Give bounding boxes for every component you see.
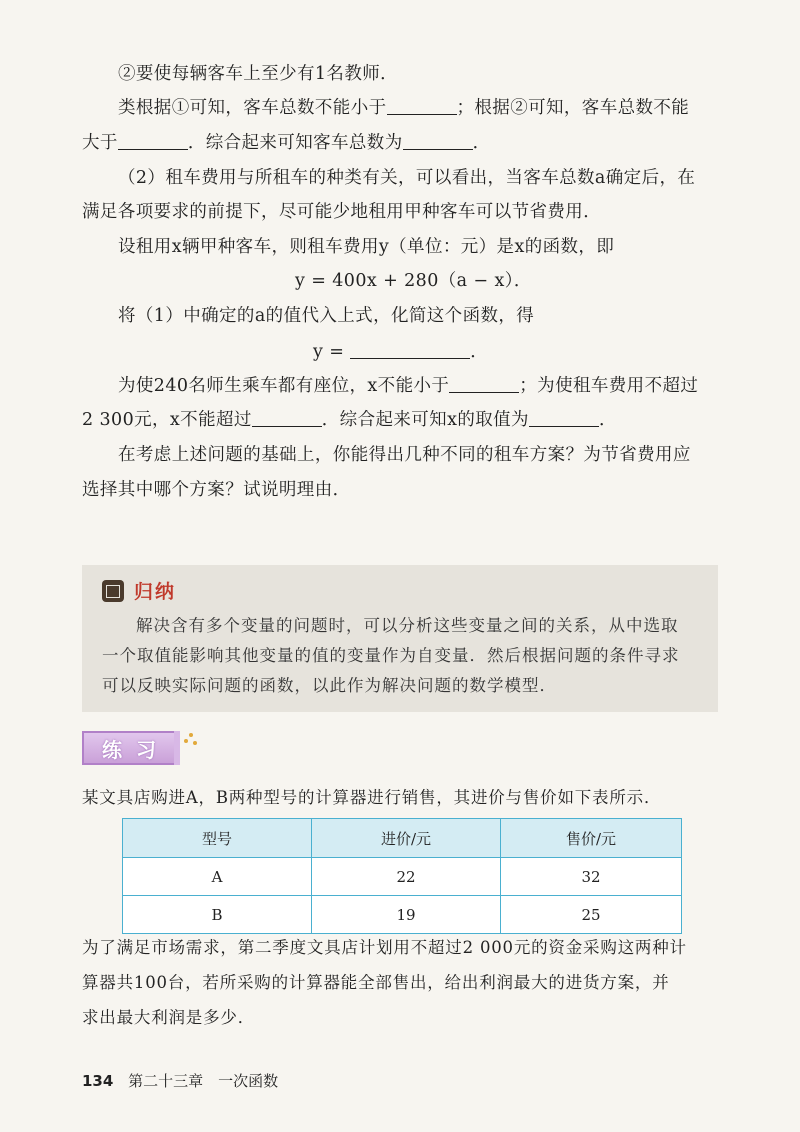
- summary-box: [82, 565, 718, 712]
- text-line-6: 设租用x辆甲种客车，则租车费用y（单位：元）是x的函数，即: [118, 237, 615, 257]
- answer-blank-x-range[interactable]: [529, 409, 599, 427]
- table-row: [123, 896, 682, 934]
- book-icon: [102, 580, 124, 602]
- page-footer: [82, 1070, 278, 1091]
- summary-line: 解决含有多个变量的问题时，可以分析这些变量之间的关系，从中选取: [136, 616, 679, 635]
- text-line-10: 为使240名师生乘车都有座位，x不能小于 ；为使租车费用不超过: [118, 376, 699, 396]
- exercise-question-line-1: 为了满足市场需求，第二季度文具店计划用不超过2 000元的资金采购这两种计: [82, 938, 687, 957]
- condition-2-text: ②要使每辆客车上至少有1名教师．: [118, 64, 399, 84]
- text-line-4: （2）租车费用与所租车的种类有关，可以看出，当客车总数a确定后，在: [118, 168, 696, 188]
- text-line-5: 满足各项要求的前提下，尽可能少地租用甲种客车可以节省费用．: [82, 202, 602, 222]
- exercise-question-line-2: 算器共100台，若所采购的计算器能全部售出，给出利润最大的进货方案，并: [82, 973, 670, 992]
- text-line-13: 选择其中哪个方案？试说明理由．: [82, 480, 351, 500]
- text-line-12: 在考虑上述问题的基础上，你能得出几种不同的租车方案？为节省费用应: [118, 445, 691, 465]
- summary-header: [102, 577, 176, 604]
- formula-cost-function: y = 400x + 280（a − x）．: [295, 271, 532, 291]
- table-cell: A: [123, 858, 312, 896]
- answer-blank-x-min[interactable]: [449, 375, 519, 393]
- summary-line: 一个取值能影响其他变量的值的变量作为自变量．然后根据问题的条件寻求: [102, 646, 680, 665]
- summary-line: 可以反映实际问题的函数，以此作为解决问题的数学模型．: [102, 676, 557, 695]
- exercise-intro: 某文具店购进A，B两种型号的计算器进行销售，其进价与售价如下表所示．: [82, 788, 662, 807]
- practice-badge-accent: [174, 731, 180, 765]
- table-row: [123, 858, 682, 896]
- text-line-1: [118, 62, 398, 86]
- formula-simplified: y = ．: [313, 342, 489, 362]
- answer-blank-min-buses[interactable]: [387, 97, 457, 115]
- column-header-model: 型号: [123, 819, 312, 858]
- answer-blank-x-max[interactable]: [252, 409, 322, 427]
- summary-title: 归纳: [134, 581, 177, 603]
- practice-label: 练习: [102, 737, 170, 762]
- text-line-3: 大于 ．综合起来可知客车总数为 ．: [82, 133, 491, 153]
- practice-badge: [82, 731, 176, 765]
- exercise-question-line-3: 求出最大利润是多少．: [82, 1008, 255, 1027]
- table-cell: 22: [312, 858, 501, 896]
- text-line-11: 2 300元，x不能超过 ．综合起来可知x的取值为 ．: [82, 410, 617, 430]
- chapter-title: 第二十三章 一次函数: [128, 1072, 279, 1090]
- price-table: [122, 818, 682, 934]
- table-cell: 32: [501, 858, 682, 896]
- summary-text: [102, 611, 702, 701]
- answer-blank-total-buses[interactable]: [403, 132, 473, 150]
- column-header-sale-price: 售价/元: [501, 819, 682, 858]
- column-header-cost-price: 进价/元: [312, 819, 501, 858]
- table-cell: 25: [501, 896, 682, 934]
- table-cell: B: [123, 896, 312, 934]
- text-line-8: 将（1）中确定的a的值代入上式，化简这个函数，得: [118, 306, 535, 326]
- table-cell: 19: [312, 896, 501, 934]
- page-number: 134: [82, 1072, 114, 1090]
- sparkle-icon: [184, 733, 198, 747]
- table-header-row: [123, 819, 682, 858]
- answer-blank-max-buses[interactable]: [118, 132, 188, 150]
- text-line-2: 类根据①可知，客车总数不能小于 ；根据②可知，客车总数不能: [118, 98, 690, 118]
- answer-blank-function[interactable]: [350, 341, 470, 359]
